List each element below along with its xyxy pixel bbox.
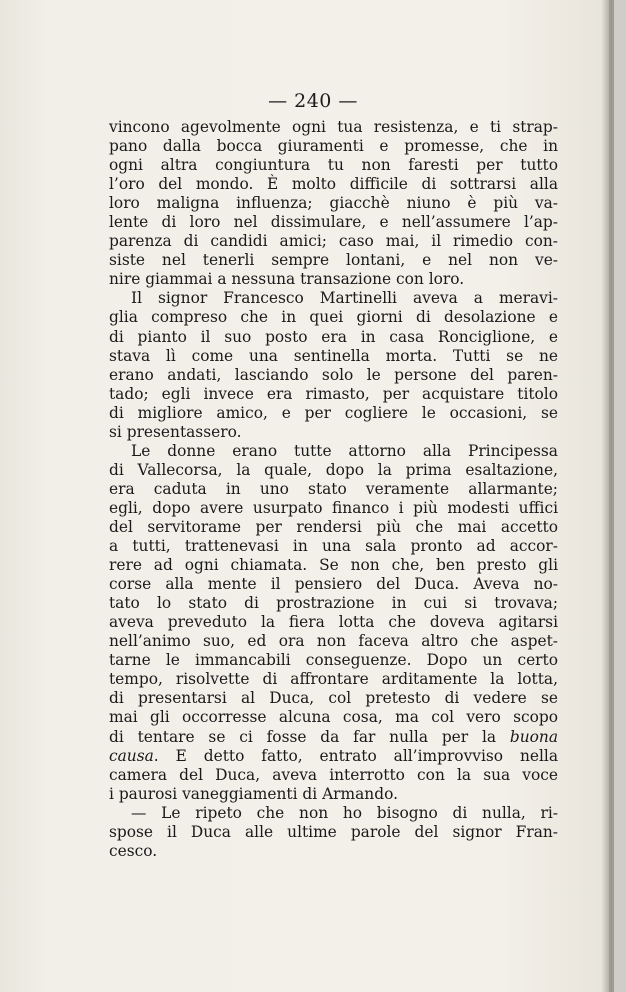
line-text: siste nel tenerli sempre lontani, e nel non ve- [109, 251, 558, 270]
line-text: camera del Duca, aveva interrotto con la sua voce [109, 765, 558, 784]
line-text: tato lo stato di prostrazione in cui si trovava; [109, 594, 558, 613]
text-line [109, 575, 558, 594]
italic-text: buona [509, 727, 558, 746]
line-text: aveva preveduto la fiera lotta che doveva agitarsi [109, 613, 558, 632]
line-text: era caduta in uno stato veramente allarmante; [109, 479, 558, 498]
line-text: loro maligna influenza; giacchè niuno è più va- [109, 194, 558, 213]
line-text: lente di loro nel dissimulare, e nell’assumere l’ap- [109, 213, 558, 232]
line-text: tado; egli invece era rimasto, per acquistare titolo [109, 384, 558, 403]
line-text: mai gli occorresse alcuna cosa, ma col vero scopo [109, 708, 558, 727]
body-text [109, 118, 558, 861]
text-line [109, 328, 558, 347]
text-line [109, 175, 558, 194]
line-text: spose il Duca alle ultime parole del signor Fran- [109, 822, 558, 841]
text-line [109, 251, 558, 270]
page-edge-shadow [609, 0, 612, 992]
line-text: Il signor Francesco Martinelli aveva a meravi- [131, 289, 558, 308]
line-text: tarne le immancabili conseguenze. Dopo un certo [109, 651, 558, 670]
line-text: nell’animo suo, ed ora non faceva altro che aspet- [109, 632, 558, 651]
text-line [109, 404, 558, 423]
text-line [109, 194, 558, 213]
line-text: Le donne erano tutte attorno alla Principessa [131, 441, 558, 460]
text-line [109, 118, 558, 137]
text-line [109, 156, 558, 175]
page-edge [614, 0, 626, 992]
text-line [109, 213, 558, 232]
line-text: di tentare se ci fosse da far nulla per la [109, 727, 510, 746]
text-line [109, 823, 558, 842]
line-text: di presentarsi al Duca, col pretesto di vedere se [109, 689, 558, 708]
line-text: i paurosi vaneggiamenti di Armando. [109, 784, 398, 803]
line-text: parenza di candidi amici; caso mai, il rimedio con- [109, 232, 558, 251]
line-text: di migliore amico, e per cogliere le occasioni, se [109, 403, 558, 422]
text-line [109, 442, 558, 461]
text-line [109, 632, 558, 651]
text-line [109, 556, 558, 575]
text-line [109, 670, 558, 689]
line-text: cesco. [109, 841, 158, 860]
text-line [109, 842, 558, 861]
line-text: vincono agevolmente ogni tua resistenza, e ti strap- [109, 118, 558, 136]
text-line [109, 689, 558, 708]
line-text: di Vallecorsa, la quale, dopo la prima esaltazione, [109, 460, 558, 479]
line-text: . E detto fatto, entrato all’improvviso nella [153, 746, 558, 765]
text-line [109, 785, 558, 804]
text-line [109, 366, 558, 385]
text-line [109, 708, 558, 727]
line-text: tempo, risolvette di affrontare arditamente la lotta, [109, 670, 558, 689]
text-line [109, 613, 558, 632]
text-line [109, 423, 558, 442]
line-text: rere ad ogni chiamata. Se non che, ben presto gli [109, 556, 558, 575]
line-text: del servitorame per rendersi più che mai accetto [109, 517, 558, 536]
text-line [109, 594, 558, 613]
line-text: ogni altra congiuntura tu non faresti per tutto [109, 156, 558, 175]
page-number: — 240 — [268, 90, 358, 112]
line-text: nire giammai a nessuna transazione con loro. [109, 270, 465, 289]
text-line [109, 518, 558, 537]
text-line [109, 137, 558, 156]
text-line [109, 537, 558, 556]
text-line [109, 289, 558, 308]
text-line [109, 347, 558, 366]
text-line [109, 308, 558, 327]
italic-text: causa [109, 746, 154, 765]
text-line [109, 747, 558, 766]
line-text: glia compreso che in quei giorni di desolazione e [109, 308, 558, 327]
text-line [109, 232, 558, 251]
line-text: si presentassero. [109, 422, 242, 441]
line-text: — Le ripeto che non ho bisogno di nulla, ri- [131, 803, 558, 822]
text-line [109, 499, 558, 518]
text-line [109, 766, 558, 785]
line-text: corse alla mente il pensiero del Duca. Aveva no- [109, 575, 558, 594]
line-text: a tutti, trattenevasi in una sala pronto ad accor- [109, 537, 558, 556]
text-line [109, 651, 558, 670]
text-line [109, 385, 558, 404]
text-line [109, 728, 558, 747]
text-line [109, 461, 558, 480]
line-text: erano andati, lasciando solo le persone del paren- [109, 365, 558, 384]
line-text: stava lì come una sentinella morta. Tutti se ne [109, 346, 558, 365]
line-text: di pianto il suo posto era in casa Ronciglione, e [109, 327, 558, 346]
text-line [109, 270, 558, 289]
line-text: l’oro del mondo. È molto difficile di sottrarsi alla [109, 175, 558, 194]
text-line [109, 804, 558, 823]
line-text: egli, dopo avere usurpato financo i più modesti uffici [109, 498, 558, 517]
line-text: pano dalla bocca giuramenti e promesse, che in [109, 137, 558, 156]
text-line [109, 480, 558, 499]
